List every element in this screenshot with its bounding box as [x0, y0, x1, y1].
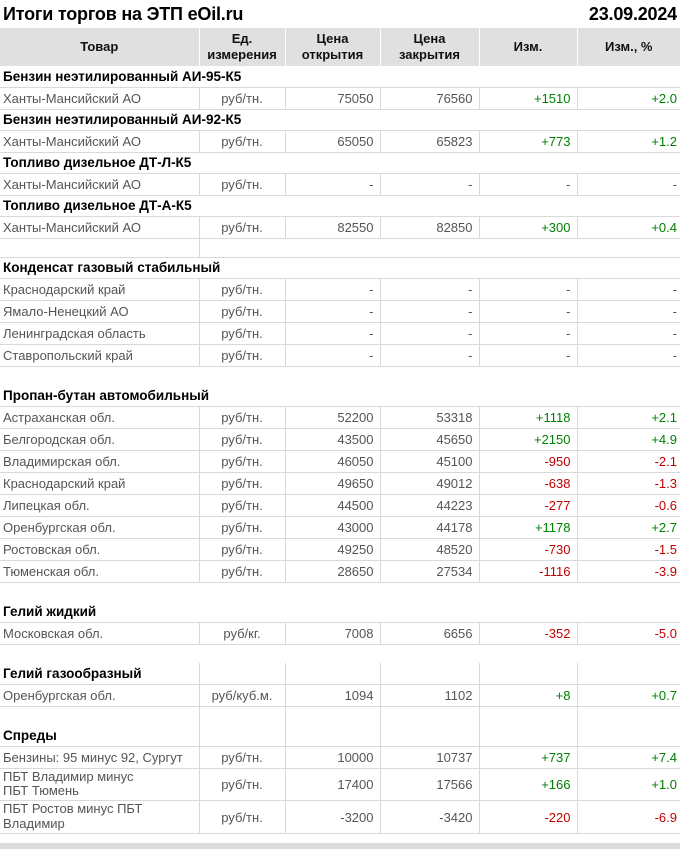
section-title: Спреды [0, 725, 199, 746]
section-title: Гелий газообразный [0, 663, 199, 684]
change-pct-cell: - [577, 278, 680, 300]
open-price-cell: - [285, 300, 380, 322]
change-pct-cell: -1.3 [577, 472, 680, 494]
change-cell: -352 [479, 622, 577, 644]
separator-row [0, 238, 680, 257]
unit-cell: руб/тн. [199, 494, 285, 516]
table-row [0, 538, 680, 560]
close-price-cell: 10737 [380, 746, 479, 768]
change-cell: +1510 [479, 87, 577, 109]
change-pct-cell: +1.0 [577, 768, 680, 801]
close-price-cell: 76560 [380, 87, 479, 109]
open-price-cell: - [285, 173, 380, 195]
product-cell: Ханты-Мансийский АО [0, 87, 199, 109]
close-price-cell: - [380, 173, 479, 195]
table-row [0, 87, 680, 109]
table-row [0, 516, 680, 538]
table-row [0, 173, 680, 195]
product-cell: Тюменская обл. [0, 560, 199, 582]
section-header-row [0, 109, 680, 130]
product-cell [0, 801, 199, 834]
separator-cell [577, 706, 680, 725]
close-price-cell: 53318 [380, 406, 479, 428]
unit-cell: руб/тн. [199, 560, 285, 582]
separator-cell [199, 706, 285, 725]
unit-cell: руб/тн. [199, 344, 285, 366]
change-cell: +1118 [479, 406, 577, 428]
section-title: Конденсат газовый стабильный [0, 257, 680, 278]
change-cell: +2150 [479, 428, 577, 450]
table-row [0, 450, 680, 472]
unit-cell: руб/тн. [199, 322, 285, 344]
table-row [0, 801, 680, 834]
product-cell: Ямало-Ненецкий АО [0, 300, 199, 322]
separator-cell [0, 644, 680, 663]
open-price-cell: 46050 [285, 450, 380, 472]
column-header-change-pct: Изм., % [577, 28, 680, 66]
header-row [0, 28, 680, 66]
section-title: Бензин неэтилированный АИ-92-К5 [0, 109, 680, 130]
unit-cell: руб/тн. [199, 472, 285, 494]
close-price-cell: 49012 [380, 472, 479, 494]
product-cell: Московская обл. [0, 622, 199, 644]
unit-cell: руб/тн. [199, 768, 285, 801]
open-price-cell: 49650 [285, 472, 380, 494]
open-price-cell: 43500 [285, 428, 380, 450]
close-price-cell: 48520 [380, 538, 479, 560]
change-cell: -950 [479, 450, 577, 472]
unit-cell: руб/тн. [199, 87, 285, 109]
product-cell: Ставропольский край [0, 344, 199, 366]
open-price-cell: - [285, 322, 380, 344]
close-price-cell: 44178 [380, 516, 479, 538]
change-pct-cell: +7.4 [577, 746, 680, 768]
open-price-cell: -3200 [285, 801, 380, 834]
unit-cell: руб/тн. [199, 538, 285, 560]
product-cell: Ленинградская область [0, 322, 199, 344]
change-pct-cell: -1.5 [577, 538, 680, 560]
product-cell: Ростовская обл. [0, 538, 199, 560]
product-cell: Ханты-Мансийский АО [0, 216, 199, 238]
section-empty-cell [380, 663, 479, 684]
change-cell: -1116 [479, 560, 577, 582]
change-cell: - [479, 344, 577, 366]
change-pct-cell: +4.9 [577, 428, 680, 450]
product-cell: Липецкая обл. [0, 494, 199, 516]
section-empty-cell [380, 725, 479, 746]
close-price-cell: 45100 [380, 450, 479, 472]
separator-cell [0, 706, 199, 725]
product-cell: Краснодарский край [0, 472, 199, 494]
table-row [0, 300, 680, 322]
product-cell: Астраханская обл. [0, 406, 199, 428]
close-price-cell: - [380, 322, 479, 344]
change-cell: +737 [479, 746, 577, 768]
footer-bar [0, 843, 680, 849]
title-bar [0, 0, 680, 28]
open-price-cell: - [285, 344, 380, 366]
change-cell: +1178 [479, 516, 577, 538]
column-header-open-price: Цена открытия [285, 28, 380, 66]
table-row [0, 684, 680, 706]
open-price-cell: 7008 [285, 622, 380, 644]
product-cell: Ханты-Мансийский АО [0, 173, 199, 195]
separator-cell [285, 706, 380, 725]
table-row [0, 472, 680, 494]
price-table [0, 28, 680, 834]
table-row [0, 746, 680, 768]
change-cell: -277 [479, 494, 577, 516]
section-title: Пропан-бутан автомобильный [0, 385, 680, 406]
close-price-cell: 82850 [380, 216, 479, 238]
section-header-row [0, 195, 680, 216]
change-cell: - [479, 173, 577, 195]
change-pct-cell: +2.7 [577, 516, 680, 538]
section-empty-cell [199, 725, 285, 746]
table-row [0, 322, 680, 344]
change-cell: - [479, 322, 577, 344]
price-table-body [0, 66, 680, 834]
section-header-row [0, 66, 680, 87]
table-row [0, 428, 680, 450]
change-cell: -638 [479, 472, 577, 494]
close-price-cell: 44223 [380, 494, 479, 516]
column-header-close-price: Цена закрытия [380, 28, 479, 66]
change-pct-cell: -5.0 [577, 622, 680, 644]
table-row [0, 768, 680, 801]
product-cell [0, 768, 199, 801]
open-price-cell: 82550 [285, 216, 380, 238]
separator-cell [0, 582, 680, 601]
change-cell: +8 [479, 684, 577, 706]
table-row [0, 344, 680, 366]
change-pct-cell: -2.1 [577, 450, 680, 472]
unit-cell: руб/тн. [199, 173, 285, 195]
change-pct-cell: - [577, 300, 680, 322]
product-cell: Ханты-Мансийский АО [0, 130, 199, 152]
column-header-unit: Ед. измерения [199, 28, 285, 66]
table-row [0, 494, 680, 516]
section-empty-cell [577, 663, 680, 684]
section-title: Топливо дизельное ДТ-А-К5 [0, 195, 680, 216]
separator-cell [0, 366, 680, 385]
change-cell: +166 [479, 768, 577, 801]
unit-cell: руб/тн. [199, 428, 285, 450]
close-price-cell: 6656 [380, 622, 479, 644]
section-header-row [0, 601, 680, 622]
section-empty-cell [479, 725, 577, 746]
report-date: 23.09.2024 [588, 3, 677, 24]
table-row [0, 216, 680, 238]
close-price-cell: - [380, 278, 479, 300]
column-header-product: Товар [0, 28, 199, 66]
unit-cell: руб/тн. [199, 300, 285, 322]
section-header-row [0, 152, 680, 173]
change-pct-cell: +0.4 [577, 216, 680, 238]
separator-cell [380, 706, 479, 725]
change-cell: +300 [479, 216, 577, 238]
change-cell: - [479, 278, 577, 300]
change-pct-cell: -6.9 [577, 801, 680, 834]
open-price-cell: 44500 [285, 494, 380, 516]
open-price-cell: 10000 [285, 746, 380, 768]
open-price-cell: 17400 [285, 768, 380, 801]
change-pct-cell: - [577, 173, 680, 195]
change-pct-cell: -0.6 [577, 494, 680, 516]
section-header-row [0, 725, 680, 746]
section-title: Топливо дизельное ДТ-Л-К5 [0, 152, 680, 173]
product-cell: Краснодарский край [0, 278, 199, 300]
open-price-cell: 65050 [285, 130, 380, 152]
close-price-cell: 17566 [380, 768, 479, 801]
separator-row [0, 582, 680, 601]
section-empty-cell [479, 663, 577, 684]
close-price-cell: 1102 [380, 684, 479, 706]
change-pct-cell: +2.1 [577, 406, 680, 428]
section-empty-cell [285, 663, 380, 684]
unit-cell: руб/тн. [199, 406, 285, 428]
open-price-cell: 1094 [285, 684, 380, 706]
unit-cell: руб/тн. [199, 216, 285, 238]
change-pct-cell: - [577, 344, 680, 366]
product-cell: Оренбургская обл. [0, 516, 199, 538]
open-price-cell: - [285, 278, 380, 300]
separator-cell [0, 238, 199, 257]
change-pct-cell: -3.9 [577, 560, 680, 582]
product-cell: Бензины: 95 минус 92, Сургут [0, 746, 199, 768]
unit-cell: руб/тн. [199, 746, 285, 768]
unit-cell: руб/тн. [199, 450, 285, 472]
page-title: Итоги торгов на ЭТП eOil.ru [3, 3, 244, 24]
section-title: Бензин неэтилированный АИ-95-К5 [0, 66, 680, 87]
separator-row [0, 706, 680, 725]
section-header-row [0, 257, 680, 278]
section-empty-cell [199, 663, 285, 684]
change-pct-cell: - [577, 322, 680, 344]
unit-cell: руб/тн. [199, 130, 285, 152]
change-pct-cell: +1.2 [577, 130, 680, 152]
table-row [0, 560, 680, 582]
close-price-cell: 65823 [380, 130, 479, 152]
open-price-cell: 28650 [285, 560, 380, 582]
close-price-cell: - [380, 300, 479, 322]
close-price-cell: - [380, 344, 479, 366]
separator-row [0, 644, 680, 663]
separator-cell [199, 238, 680, 257]
table-header [0, 28, 680, 66]
table-row [0, 130, 680, 152]
table-row [0, 622, 680, 644]
product-cell: Белгородская обл. [0, 428, 199, 450]
close-price-cell: 27534 [380, 560, 479, 582]
unit-cell: руб/тн. [199, 278, 285, 300]
unit-cell: руб/куб.м. [199, 684, 285, 706]
close-price-cell: 45650 [380, 428, 479, 450]
change-pct-cell: +0.7 [577, 684, 680, 706]
change-cell: +773 [479, 130, 577, 152]
product-label: ПБТ Ростов минус ПБТ Владимир [3, 801, 143, 832]
product-cell: Оренбургская обл. [0, 684, 199, 706]
unit-cell: руб/тн. [199, 516, 285, 538]
unit-cell: руб/кг. [199, 622, 285, 644]
section-header-row [0, 663, 680, 684]
product-label: ПБТ Владимир минус ПБТ Тюмень [3, 768, 134, 799]
open-price-cell: 43000 [285, 516, 380, 538]
table-row [0, 278, 680, 300]
close-price-cell: -3420 [380, 801, 479, 834]
section-empty-cell [577, 725, 680, 746]
change-cell: -220 [479, 801, 577, 834]
table-row [0, 406, 680, 428]
separator-cell [479, 706, 577, 725]
change-cell: -730 [479, 538, 577, 560]
open-price-cell: 52200 [285, 406, 380, 428]
open-price-cell: 75050 [285, 87, 380, 109]
column-header-change: Изм. [479, 28, 577, 66]
change-cell: - [479, 300, 577, 322]
section-header-row [0, 385, 680, 406]
unit-cell: руб/тн. [199, 801, 285, 834]
product-cell: Владимирская обл. [0, 450, 199, 472]
open-price-cell: 49250 [285, 538, 380, 560]
section-empty-cell [285, 725, 380, 746]
separator-row [0, 366, 680, 385]
change-pct-cell: +2.0 [577, 87, 680, 109]
section-title: Гелий жидкий [0, 601, 680, 622]
